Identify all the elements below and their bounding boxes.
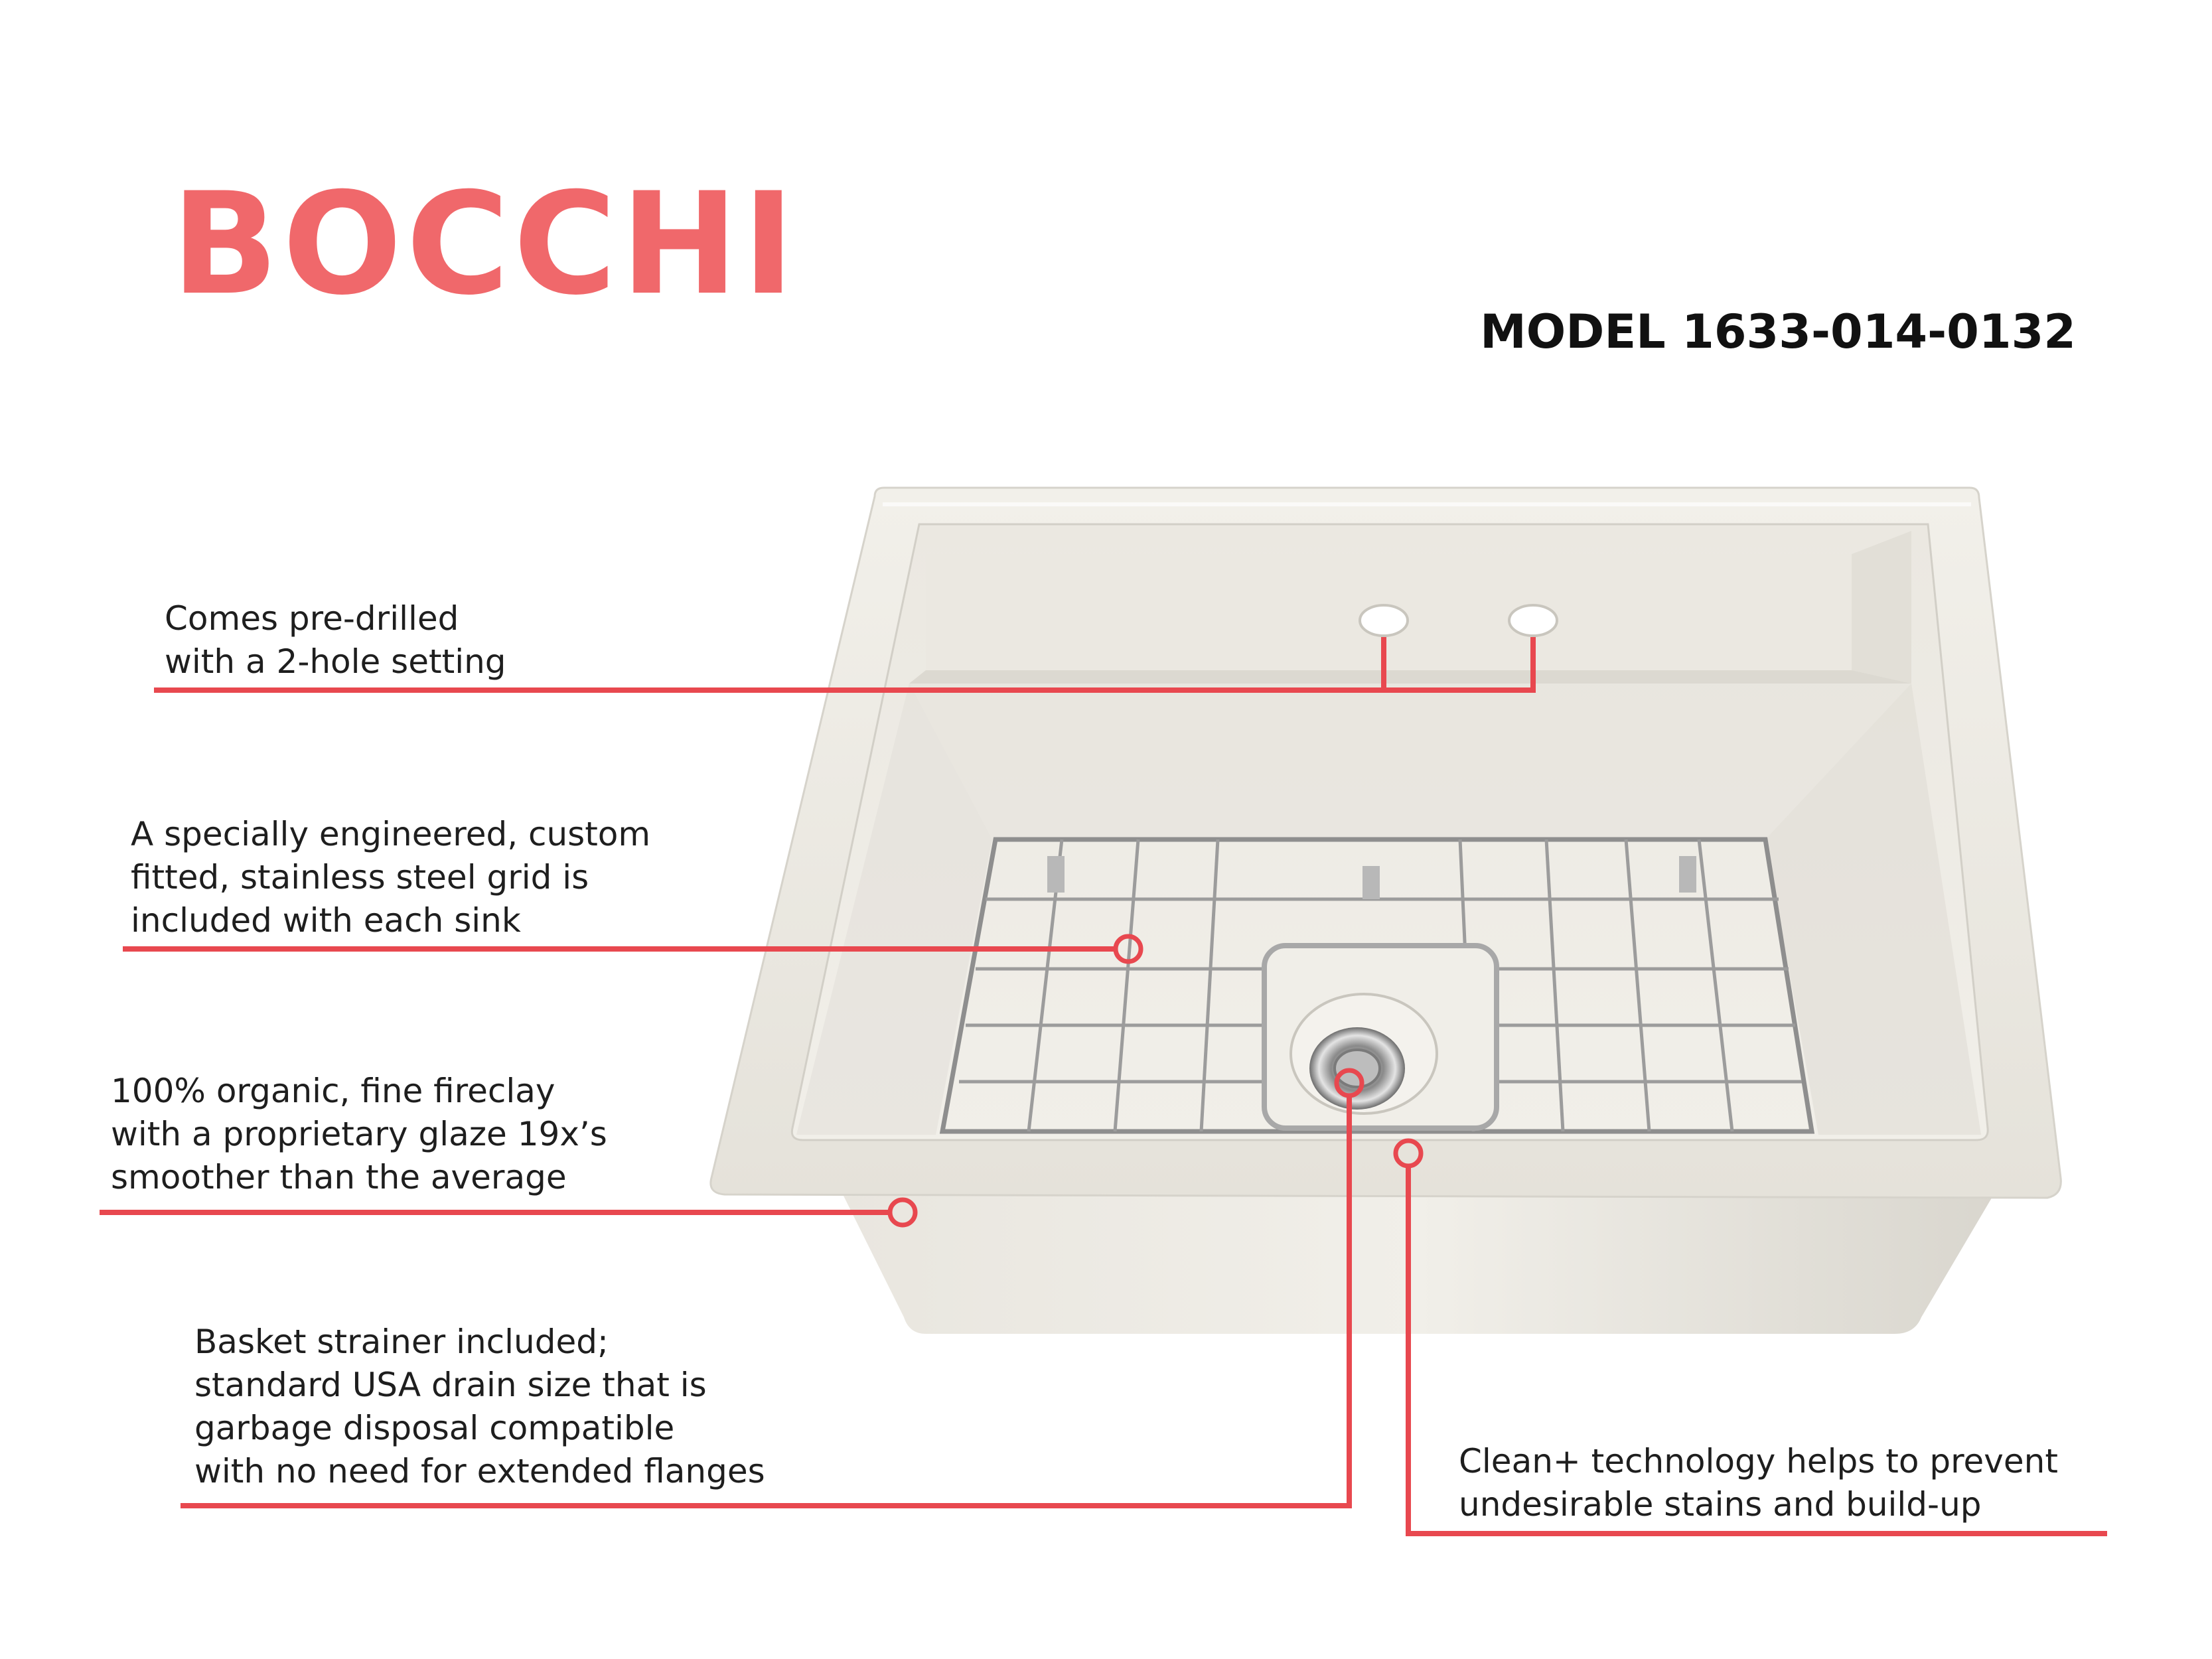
model-number: MODEL 1633-014-0132: [1480, 305, 2076, 359]
callout-basket-strainer: [194, 1321, 765, 1493]
callout-fireclay: [111, 1070, 607, 1199]
callout-line: Comes pre-drilled: [165, 599, 459, 638]
brand-name: BOCCHI: [171, 162, 799, 326]
callout-line: fitted, stainless steel grid is: [131, 858, 589, 897]
callout-grid: [131, 813, 650, 942]
callout-line: with no need for extended flanges: [194, 1452, 765, 1490]
callout-line: with a proprietary glaze 19x’s: [111, 1115, 607, 1153]
callout-line: included with each sink: [131, 901, 521, 940]
callout-predrilled: [165, 597, 506, 684]
callout-line: 100% organic, fine fireclay: [111, 1072, 555, 1110]
callout-line: garbage disposal compatible: [194, 1409, 675, 1447]
callout-clean-plus: [1459, 1440, 2058, 1526]
callout-line: A specially engineered, custom: [131, 815, 651, 853]
callout-line: standard USA drain size that is: [194, 1366, 707, 1404]
callout-line: with a 2-hole setting: [165, 642, 506, 681]
callout-line: undesirable stains and build-up: [1459, 1485, 1982, 1524]
brand-logo: [171, 162, 799, 326]
callout-line: Clean+ technology helps to prevent: [1459, 1442, 2058, 1480]
callout-line: smoother than the average: [111, 1158, 567, 1196]
callout-line: Basket strainer included;: [194, 1323, 609, 1361]
